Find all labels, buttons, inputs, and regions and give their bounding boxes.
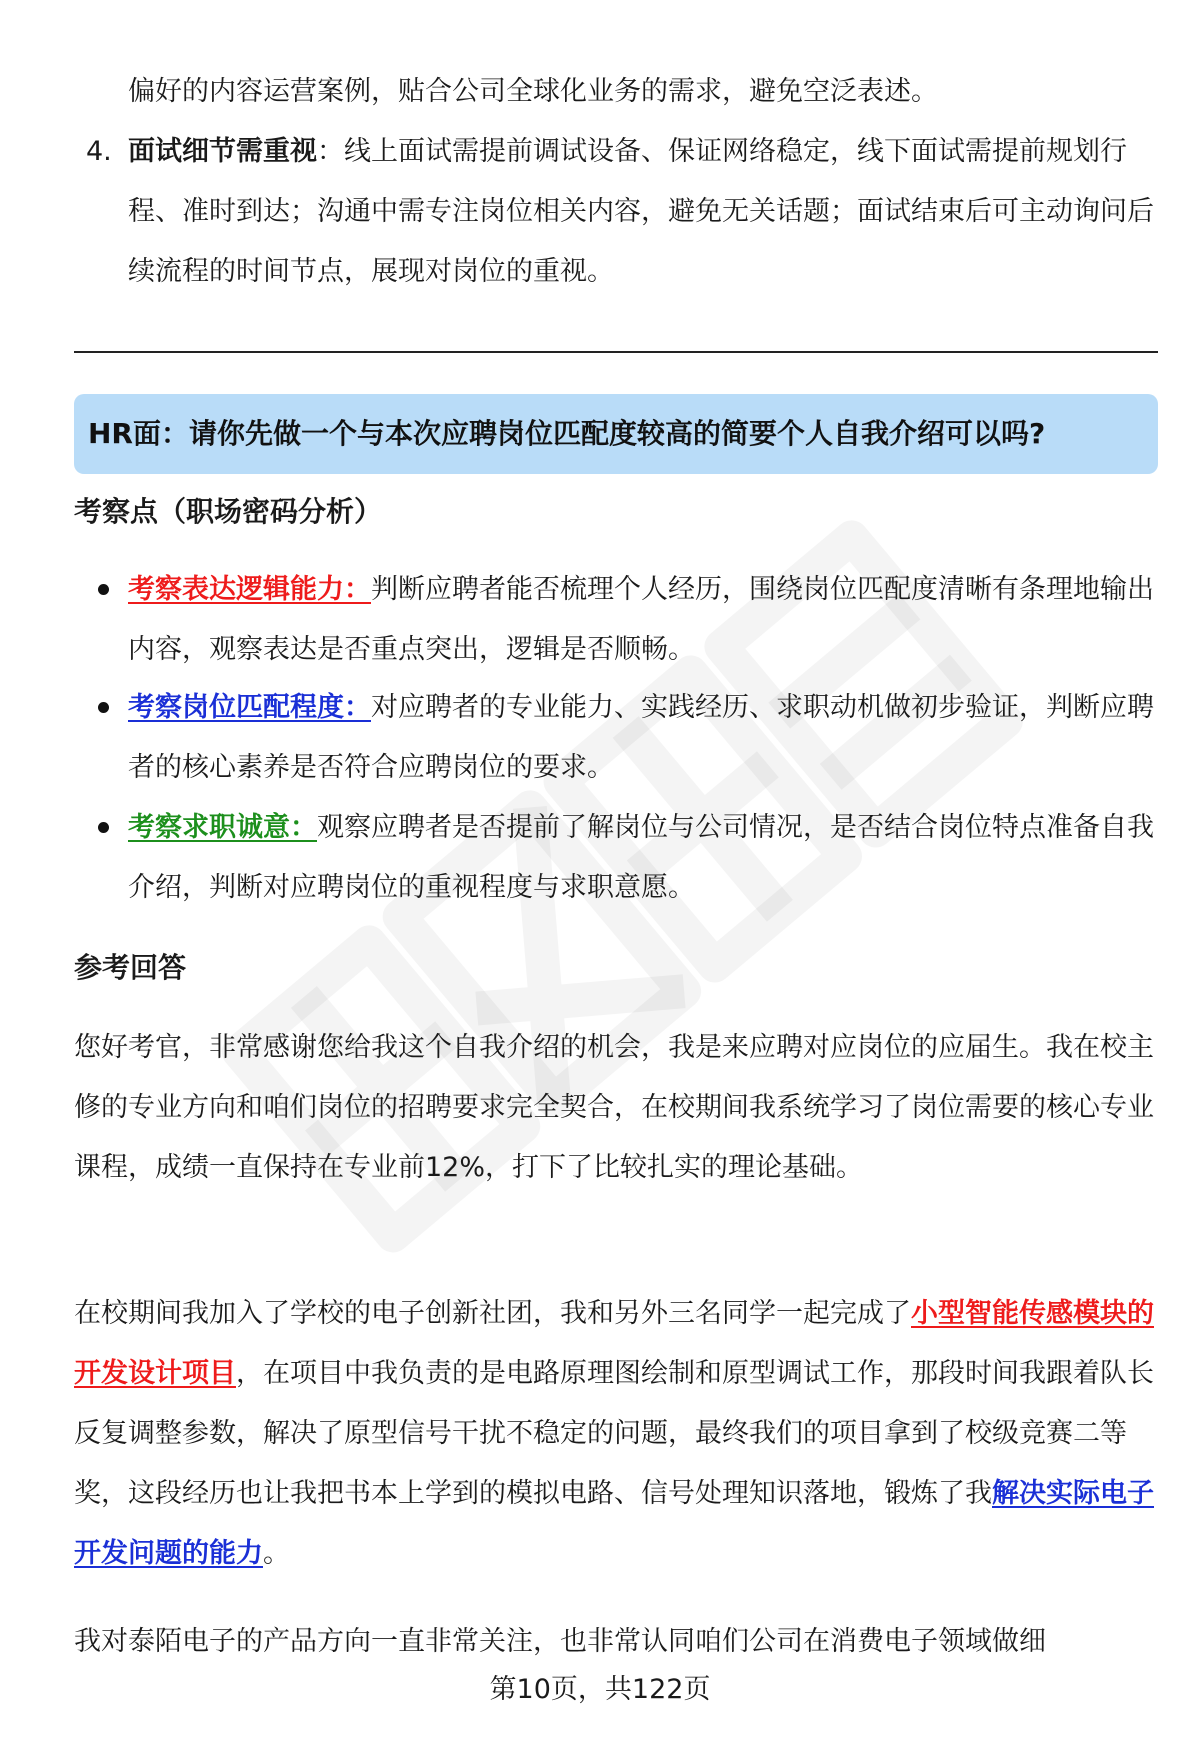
answer-text: 。 <box>263 1538 290 1569</box>
list-number: 4. <box>86 136 112 167</box>
question-text: HR面：请你先做一个与本次应聘岗位匹配度较高的简要个人自我介绍可以吗? <box>88 417 1046 450</box>
answer-highlight-project: 小型智能传感模块的开发设计项目 <box>74 1298 1154 1389</box>
list-item-4 <box>74 122 1154 302</box>
list-item-text: ：线上面试需提前调试设备、保证网络稳定，线下面试需提前规划行程、准时到达；沟通中需专注岗位相关内容，避免无关话题；面试结束后可主动询问后续流程的时间节点，展现对岗位的重视。 <box>128 136 1154 287</box>
exam-points-heading: 考察点（职场密码分析） <box>74 495 383 528</box>
exam-point-text: 观察应聘者是否提前了解岗位与公司情况，是否结合岗位特点准备自我介绍，判断对应聘岗位的重视程度与求职意愿。 <box>128 812 1154 903</box>
page-footer: 第10页，共122页 <box>489 1674 711 1705</box>
answer-paragraph-3: 我对泰陌电子的产品方向一直非常关注，也非常认同咱们公司在消费电子领域做细 <box>74 1626 1046 1657</box>
exam-point-keyword: 考察表达逻辑能力： <box>128 574 371 605</box>
answer-paragraph-2 <box>74 1284 1154 1584</box>
bullet-icon <box>98 584 109 595</box>
exam-point-keyword: 考察岗位匹配程度： <box>128 692 371 723</box>
list-item-title: 面试细节需重视 <box>128 136 317 167</box>
answer-highlight-ability: 解决实际电子开发问题的能力 <box>74 1478 1154 1569</box>
bullet-icon <box>98 702 109 713</box>
exam-point-text: 对应聘者的专业能力、实践经历、求职动机做初步验证，判断应聘者的核心素养是否符合应聘岗位的要求。 <box>128 692 1154 783</box>
exam-point-keyword: 考察求职诚意： <box>128 812 317 843</box>
answer-text: 在校期间我加入了学校的电子创新社团，我和另外三名同学一起完成了 <box>74 1298 911 1329</box>
exam-point-logic <box>74 560 1154 680</box>
exam-point-match <box>74 678 1154 798</box>
exam-point-text: 判断应聘者能否梳理个人经历，围绕岗位匹配度清晰有条理地输出内容，观察表达是否重点突出，逻辑是否顺畅。 <box>128 574 1154 665</box>
section-divider <box>74 351 1158 353</box>
answer-heading: 参考回答 <box>74 951 187 984</box>
bullet-icon <box>98 822 109 833</box>
exam-point-sincerity <box>74 798 1154 918</box>
answer-paragraph-1: 您好考官，非常感谢您给我这个自我介绍的机会，我是来应聘对应岗位的应届生。我在校主修的专业方向和咱们岗位的招聘要求完全契合，在校期间我系统学习了岗位需要的核心专业课程，成绩一直保持在专业前12%，打下了比较扎实的理论基础。 <box>74 1032 1154 1183</box>
answer-text: ，在项目中我负责的是电路原理图绘制和原型调试工作，那段时间我跟着队长反复调整参数，解决了原型信号干扰不稳定的问题，最终我们的项目拿到了校级竞赛二等奖，这段经历也让我把书本上学到的模拟电路、信号处理知识落地，锻炼了我 <box>74 1358 1154 1509</box>
continuation-text: 偏好的内容运营案例，贴合公司全球化业务的需求，避免空泛表述。 <box>128 76 938 107</box>
question-banner <box>74 394 1158 474</box>
